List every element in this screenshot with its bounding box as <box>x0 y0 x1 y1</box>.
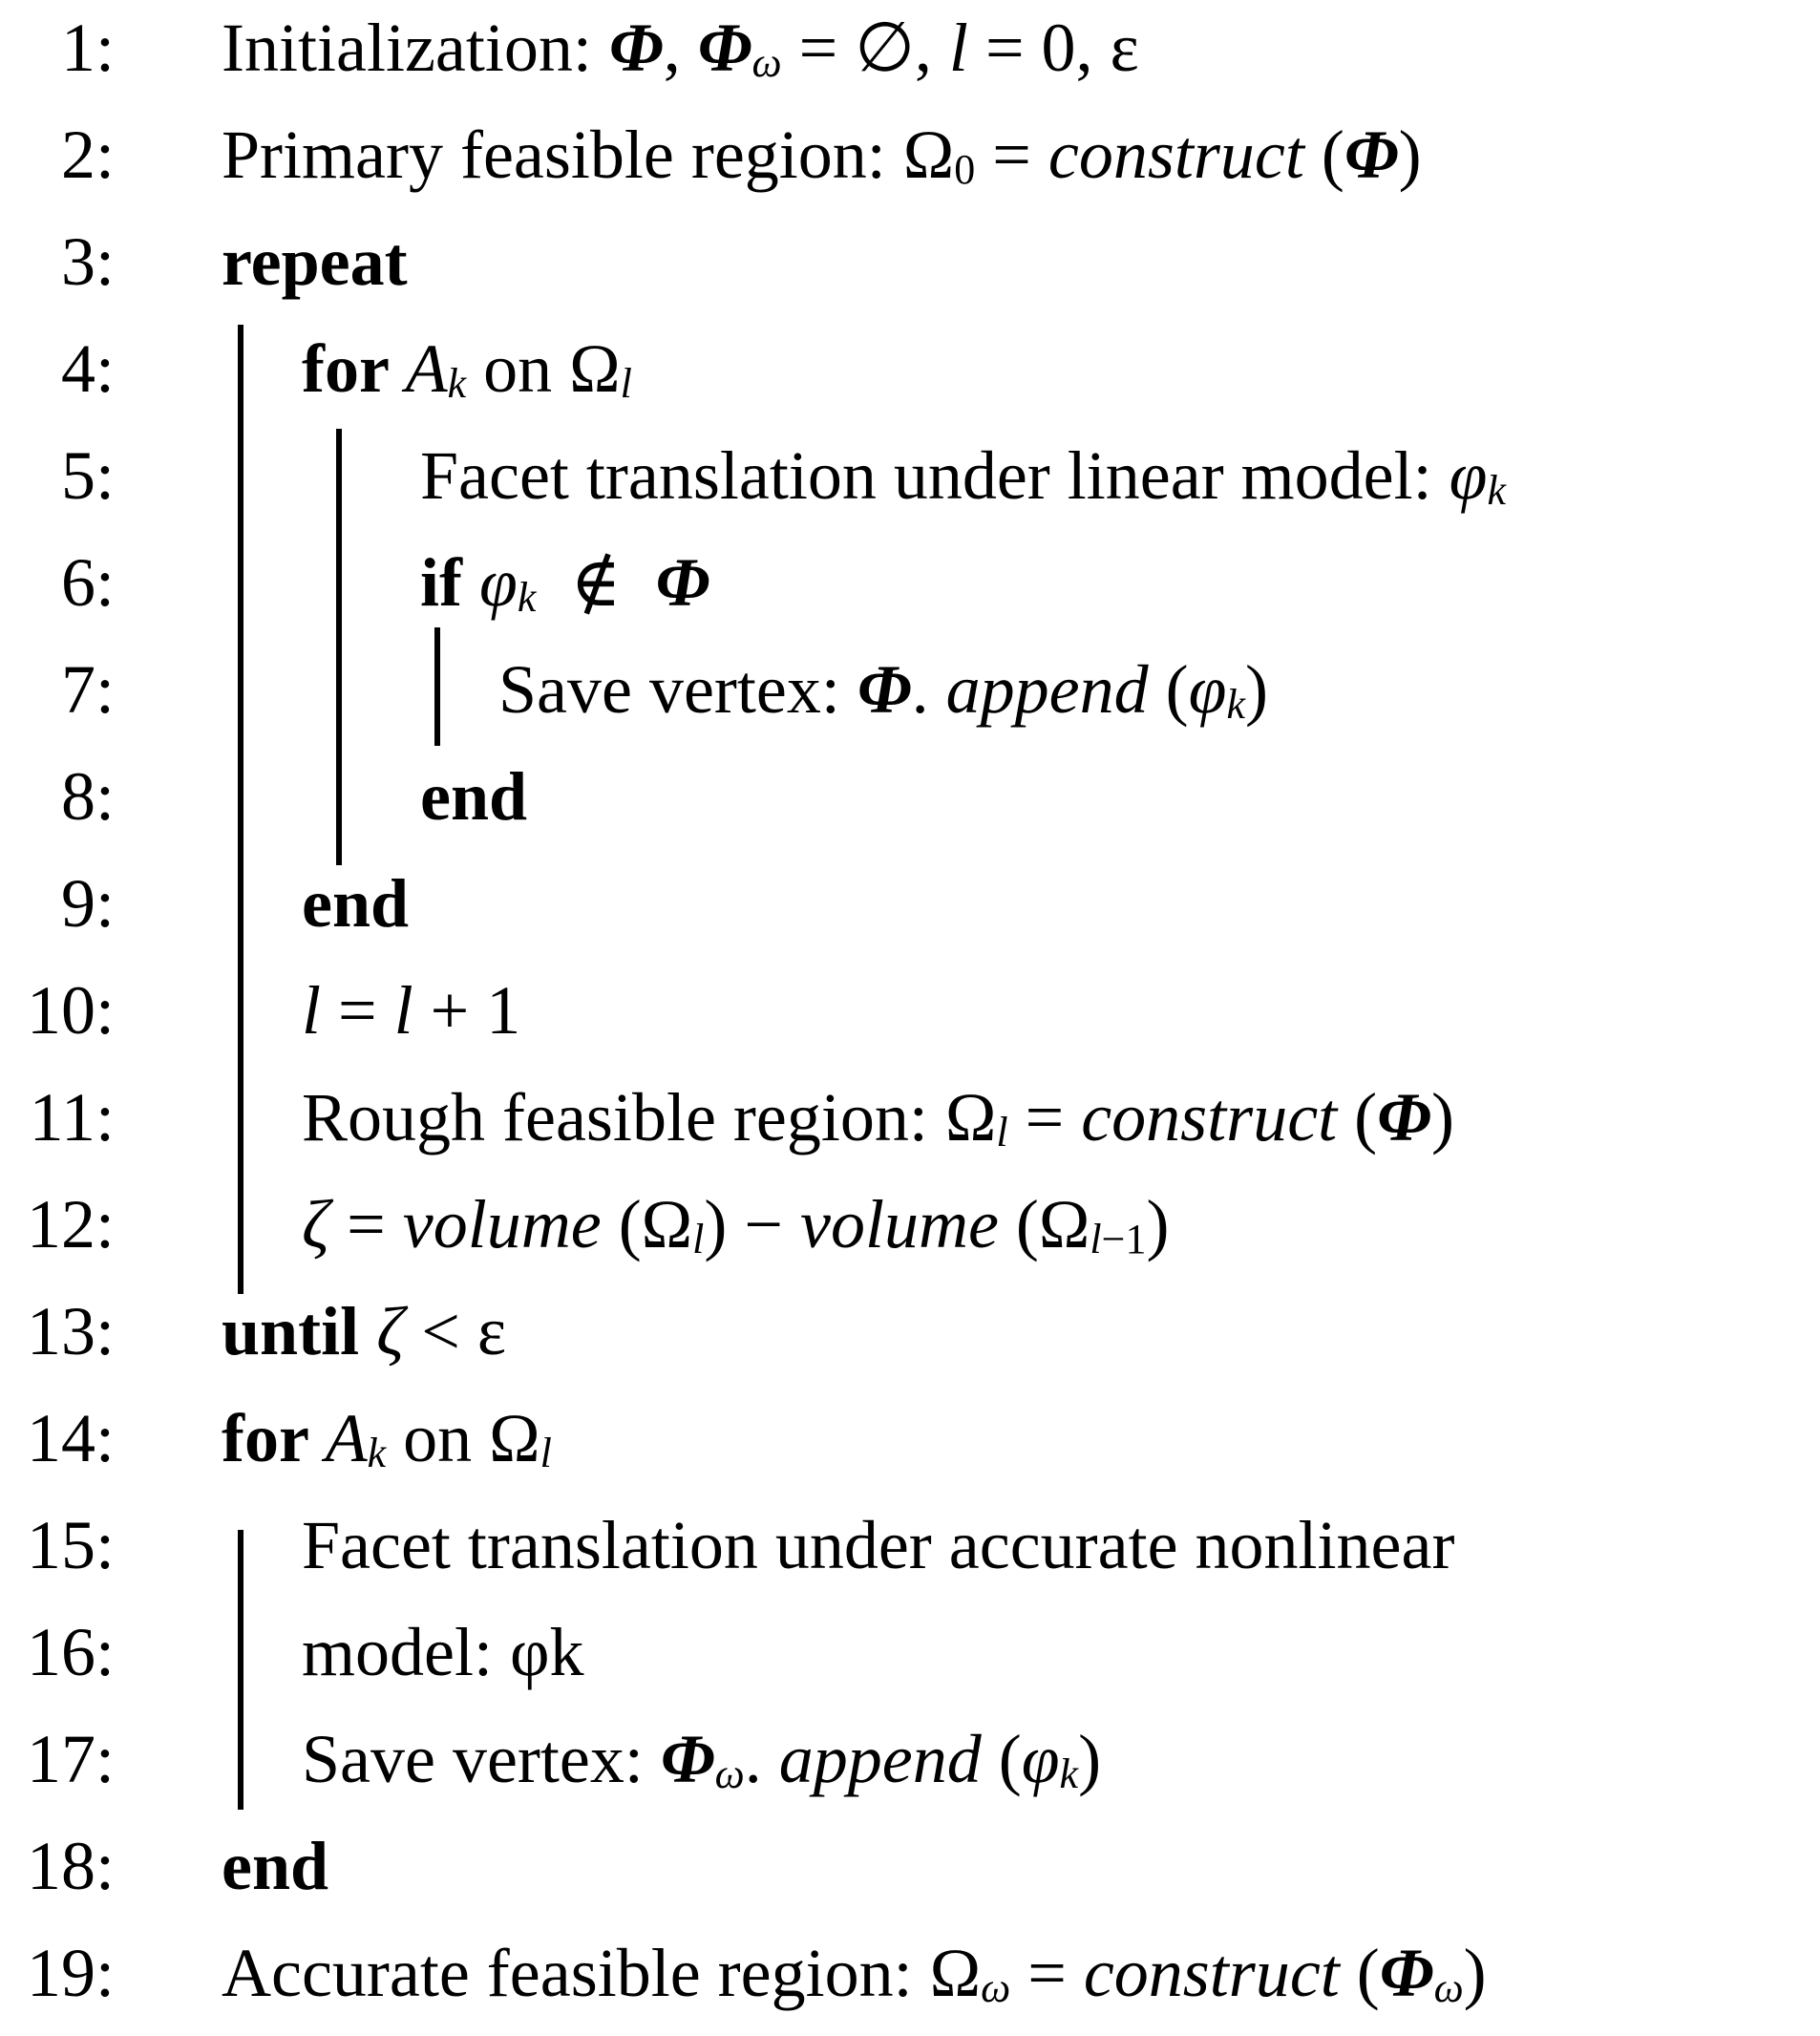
keyword: repeat <box>222 223 408 300</box>
algorithm-line <box>0 1818 1820 1914</box>
algorithm-line <box>0 642 1820 737</box>
line-number: 19: <box>26 1935 115 2011</box>
line-number: 9: <box>60 865 115 942</box>
algorithm-line <box>0 321 1820 416</box>
line-number: 10: <box>26 972 115 1049</box>
algorithm-line <box>0 749 1820 844</box>
line-number: 11: <box>29 1079 115 1156</box>
line-content <box>420 428 1506 539</box>
subscript: k <box>447 360 467 407</box>
line-content <box>222 107 1422 218</box>
line-content <box>302 321 632 432</box>
text-segment: ) <box>1078 1721 1102 1797</box>
line-content <box>420 749 527 844</box>
text-segment: A <box>405 330 448 407</box>
text-segment: model: φk <box>302 1614 584 1690</box>
text-segment: l <box>302 972 322 1049</box>
text-segment: Rough feasible region: Ω <box>302 1079 997 1156</box>
line-content <box>222 1818 328 1914</box>
text-segment: + 1 <box>413 972 521 1049</box>
algorithm-line <box>0 963 1820 1058</box>
line-content <box>302 1070 1454 1180</box>
algorithm-line <box>0 1925 1820 2021</box>
text-segment: . <box>744 1721 779 1797</box>
text-segment: Save vertex: <box>498 651 857 728</box>
keyword: for <box>302 330 406 407</box>
line-number: 3: <box>60 223 115 300</box>
subscript: 0 <box>954 146 976 193</box>
text-segment: Save vertex: <box>302 1721 661 1797</box>
text-segment: Primary feasible region: Ω <box>222 117 955 193</box>
text-segment: φ <box>1021 1721 1060 1797</box>
line-number: 12: <box>26 1186 115 1262</box>
algorithm-line <box>0 1390 1820 1486</box>
text-segment: = <box>1007 1079 1082 1156</box>
keyword: end <box>222 1828 329 1904</box>
subscript: l <box>540 1430 552 1476</box>
line-content <box>420 535 709 646</box>
line-number: 16: <box>26 1614 115 1690</box>
algorithm-line <box>0 1070 1820 1165</box>
text-segment: A <box>325 1400 368 1476</box>
text-segment: construct <box>1083 1935 1340 2011</box>
text-segment: ) − <box>704 1186 800 1262</box>
text-segment: Φ <box>655 544 710 621</box>
line-content <box>302 856 409 951</box>
line-number: 7: <box>60 651 115 728</box>
line-number: 13: <box>26 1293 115 1369</box>
subscript: k <box>517 574 537 621</box>
line-content <box>222 214 408 309</box>
text-segment: φ <box>1188 651 1227 728</box>
keyword: if <box>420 544 479 621</box>
text-segment: Φ <box>608 10 664 86</box>
line-content <box>222 0 1139 111</box>
subscript: k <box>1487 467 1507 514</box>
text-segment: ) <box>1245 651 1268 728</box>
line-number: 8: <box>60 758 115 835</box>
text-segment: ) <box>1398 117 1422 193</box>
subscript: l <box>692 1216 705 1262</box>
text-segment: l <box>393 972 413 1049</box>
text-segment: . <box>911 651 946 728</box>
text-segment: ( <box>1303 117 1344 193</box>
text-segment: Φ <box>697 10 752 86</box>
text-segment: volume <box>800 1186 999 1262</box>
text-segment: append <box>778 1721 982 1797</box>
text-segment: = <box>1010 1935 1084 2011</box>
text-segment: Φ <box>1379 1935 1434 2011</box>
subscript: k <box>1226 681 1245 728</box>
text-segment: = <box>321 972 394 1049</box>
line-number: 4: <box>60 330 115 407</box>
text-segment: (Ω <box>998 1186 1090 1262</box>
subscript: k <box>367 1430 387 1476</box>
text-segment: on Ω <box>466 330 621 407</box>
line-number: 1: <box>60 10 115 86</box>
text-segment: ) <box>1146 1186 1170 1262</box>
keyword: end <box>420 758 528 835</box>
text-segment: Φ <box>857 651 912 728</box>
line-content <box>302 1711 1101 1822</box>
line-content <box>222 1925 1487 2036</box>
text-segment: , <box>663 10 698 86</box>
keyword: end <box>302 865 410 942</box>
text-segment: ( <box>1339 1935 1380 2011</box>
line-content <box>302 1497 1454 1593</box>
line-number: 18: <box>26 1828 115 1904</box>
line-number: 14: <box>26 1400 115 1476</box>
text-segment: Φ <box>1377 1079 1431 1156</box>
algorithm-line <box>0 1283 1820 1379</box>
text-segment: on Ω <box>386 1400 540 1476</box>
subscript: ω <box>1433 1964 1464 2011</box>
line-content <box>302 1604 584 1700</box>
text-segment: < ε <box>404 1293 507 1369</box>
text-segment: = <box>975 117 1048 193</box>
text-segment: = <box>329 1186 403 1262</box>
text-segment: construct <box>1048 117 1304 193</box>
algorithm-line <box>0 856 1820 951</box>
subscript: ω <box>751 39 782 86</box>
text-segment: ∉ <box>536 544 656 621</box>
text-segment: ) <box>1430 1079 1454 1156</box>
algorithm-line <box>0 107 1820 202</box>
subscript: k <box>1059 1750 1079 1797</box>
text-segment: Φ <box>1344 117 1399 193</box>
keyword: until <box>222 1293 377 1369</box>
subscript: ω <box>714 1750 745 1797</box>
algorithm-line <box>0 535 1820 630</box>
keyword: for <box>222 1400 326 1476</box>
line-content <box>302 963 520 1058</box>
text-segment: (Ω <box>601 1186 693 1262</box>
text-segment: Facet translation under linear model: <box>420 437 1450 514</box>
line-number: 2: <box>60 117 115 193</box>
subscript: l <box>620 360 632 407</box>
subscript: −1 <box>1101 1216 1147 1262</box>
line-number: 5: <box>60 437 115 514</box>
line-number: 15: <box>26 1507 115 1583</box>
algorithm-line <box>0 428 1820 523</box>
algorithm-line <box>0 1497 1820 1593</box>
text-segment: φ <box>1449 437 1488 514</box>
text-segment: Initialization: <box>222 10 609 86</box>
algorithm-line <box>0 214 1820 309</box>
line-content <box>222 1283 506 1379</box>
algorithm-line <box>0 0 1820 95</box>
line-number: 17: <box>26 1721 115 1797</box>
text-segment: Φ <box>660 1721 715 1797</box>
line-content <box>302 1177 1169 1287</box>
text-segment: ) <box>1463 1935 1487 2011</box>
text-segment: l <box>948 10 968 86</box>
line-content <box>498 642 1268 753</box>
text-segment: ( <box>981 1721 1022 1797</box>
subscript: l <box>996 1109 1008 1156</box>
subscript: ω <box>981 1964 1011 2011</box>
line-content <box>222 1390 552 1501</box>
text-segment: construct <box>1081 1079 1338 1156</box>
text-segment: ζ <box>376 1293 405 1369</box>
text-segment: = 0, ε <box>967 10 1139 86</box>
text-segment: append <box>945 651 1149 728</box>
text-segment: ζ <box>302 1186 330 1262</box>
line-number: 6: <box>60 544 115 621</box>
algorithm-line <box>0 1177 1820 1272</box>
text-segment: φ <box>478 544 518 621</box>
text-segment: = ∅, <box>781 10 949 86</box>
text-segment: Accurate feasible region: Ω <box>222 1935 982 2011</box>
text-segment: ( <box>1337 1079 1378 1156</box>
text-segment: Facet translation under accurate nonlinear <box>302 1507 1455 1583</box>
algorithm-line <box>0 1711 1820 1807</box>
algorithm-line <box>0 1604 1820 1700</box>
text-segment: volume <box>402 1186 602 1262</box>
subscript: l <box>1090 1216 1102 1262</box>
text-segment: ( <box>1148 651 1189 728</box>
